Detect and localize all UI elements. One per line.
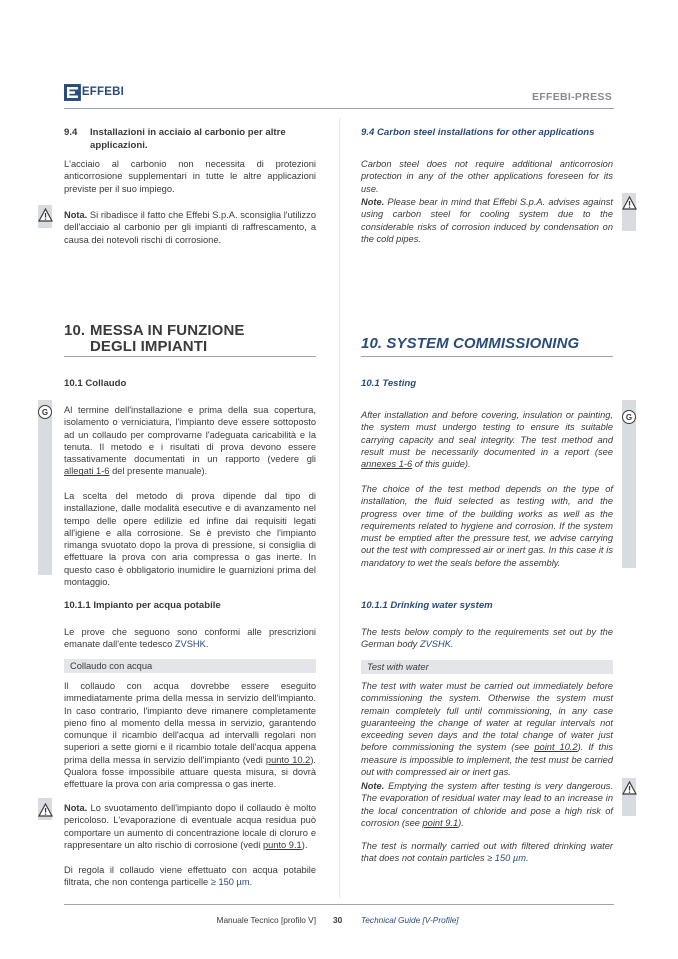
it-section-10-heading bbox=[64, 323, 316, 355]
text: The tests below comply to the requirements set out by the German body bbox=[361, 627, 613, 650]
warning-icon bbox=[621, 196, 637, 210]
it-9-4-note bbox=[64, 209, 316, 246]
warning-icon bbox=[37, 208, 53, 222]
text: of this guide). bbox=[412, 459, 471, 470]
en-9-4-paragraph: Carbon steel does not require additional anticorrosion protection in any of the other applications foreseen for its use. bbox=[361, 159, 613, 194]
it-10-1-1-paragraph-3 bbox=[64, 864, 316, 889]
text: del presente manuale). bbox=[109, 466, 208, 477]
effebi-logo-icon bbox=[64, 84, 81, 101]
en-10-1-1-note bbox=[361, 780, 613, 829]
annex-link[interactable]: annexes 1-6 bbox=[361, 459, 413, 470]
effebi-logo bbox=[64, 83, 124, 101]
page-number: 30 bbox=[333, 915, 343, 925]
text: . bbox=[205, 639, 209, 650]
it-10-1-1-paragraph-2 bbox=[64, 680, 316, 791]
text: The test is normally carried out with filtered drinking water that does not contain particles bbox=[361, 841, 613, 864]
en-9-4-note bbox=[361, 196, 613, 245]
en-10-1-paragraph-1 bbox=[361, 409, 613, 470]
brand-name: EFFEBI-PRESS bbox=[531, 91, 612, 103]
it-section-9-4-heading bbox=[64, 127, 316, 152]
it-10-1-paragraph-1 bbox=[64, 404, 316, 478]
note-text: Please bear in mind that Effebi S.p.A. advises against using carbon steel for cooling system due to the considerable risks of corrosion induced by condensation on the cold pipes. bbox=[361, 197, 613, 244]
text: ). bbox=[301, 839, 308, 850]
text: ). If this measure is impossible to implement, the test must be carried out with compressed air or inert gas. bbox=[361, 742, 613, 778]
point-9-1-link[interactable]: point 9.1 bbox=[422, 817, 459, 828]
g-marker bbox=[37, 405, 53, 419]
g-marker-circle: G bbox=[622, 410, 636, 424]
en-10-1-1-paragraph-2 bbox=[361, 680, 613, 778]
text: The test with water must be carried out immediately before commissioning the system. Otherwise the system must remain completely full until commissioning, in any case guaranteeing the change of water at regular intervals not exceeding seven days and the total change of water just before commissioning the system (see bbox=[361, 681, 613, 753]
en-10-1-1-paragraph-3 bbox=[361, 840, 613, 865]
note-label: Nota. bbox=[64, 803, 88, 813]
footer-right-text: Technical Guide [V-Profile] bbox=[361, 915, 459, 925]
note-text: Si ribadisce il fatto che Effebi S.p.A. sconsiglia l'utilizzo dell'acciaio al carbonio per gli impianti di raffrescamento, a causa dei notevoli rischi di corrosione. bbox=[64, 210, 316, 245]
en-section-9-4-title: 9.4 Carbon steel installations for other applications bbox=[361, 127, 595, 138]
en-section-10-1-1-title: 10.1.1 Drinking water system bbox=[361, 600, 493, 611]
text: Le prove che seguono sono conformi alle prescrizioni emanate dall'ente tedesco bbox=[64, 627, 316, 650]
text: . bbox=[526, 853, 529, 864]
footer-divider bbox=[64, 904, 614, 905]
it-section-10-1-1-title: 10.1.1 Impianto per acqua potabile bbox=[64, 600, 221, 611]
en-chapter-underline bbox=[361, 356, 613, 357]
it-section-number: 9.4 bbox=[64, 127, 78, 138]
header-divider bbox=[64, 108, 614, 109]
en-10-1-1-paragraph-1 bbox=[361, 626, 613, 651]
text: Al termine dell'installazione e prima della sua copertura, isolamento o verniciatura, l'impianto deve essere sottoposto ad un collaudo per comprovarne l'adeguata caricabilità e la tenuta. Il metodo e i risultati di prova devono essere tassativamente documentati in un rapporto (vedere gli bbox=[64, 405, 316, 465]
it-g-sidebar bbox=[38, 400, 52, 575]
warning-icon bbox=[37, 803, 53, 817]
text: . bbox=[249, 877, 253, 888]
it-10-1-1-paragraph-1 bbox=[64, 626, 316, 651]
zvshk-link[interactable]: ZVSHK bbox=[419, 639, 451, 650]
g-marker bbox=[621, 410, 637, 424]
zvshk-link[interactable]: ZVSHK bbox=[174, 639, 206, 650]
note-label: Note. bbox=[361, 781, 385, 791]
particle-size: ≥ 150 µm bbox=[487, 853, 526, 864]
it-10-1-1-note bbox=[64, 802, 316, 851]
warning-icon bbox=[621, 781, 637, 795]
note-label: Nota. bbox=[64, 210, 88, 220]
text: After installation and before covering, insulation or painting, the system must undergo testing to ensure its suitable carrying capacity and seal integrity. The test method and result must be necessarily documented in a report (see bbox=[361, 410, 613, 457]
annex-link[interactable]: allegati 1-6 bbox=[64, 466, 110, 477]
it-9-4-paragraph: L'acciaio al carbonio non necessita di protezioni anticorrosione supplementari in tutte le altre applicazioni previste per il suo impiego. bbox=[64, 159, 316, 194]
footer-left-text: Manuale Tecnico [profilo V] bbox=[216, 915, 316, 925]
it-chapter-title: MESSA IN FUNZIONE DEGLI IMPIANTI bbox=[90, 322, 245, 355]
en-test-with-water-box: Test with water bbox=[361, 660, 613, 674]
en-section-10-1-title: 10.1 Testing bbox=[361, 378, 417, 389]
point-10-2-link[interactable]: punto 10.2 bbox=[265, 754, 311, 765]
it-test-with-water-box: Collaudo con acqua bbox=[64, 659, 316, 673]
column-divider bbox=[339, 118, 340, 898]
en-chapter-title: 10. SYSTEM COMMISSIONING bbox=[361, 335, 580, 352]
text: ). Qualora fosse impossibile attuare questa misura, si dovrà effettuare la prova con aria compressa o gas inerte. bbox=[64, 754, 317, 790]
it-section-10-1-title: 10.1 Collaudo bbox=[64, 378, 127, 389]
text: Il collaudo con acqua dovrebbe essere eseguito immediatamente prima della messa in servizio dell'impianto. In caso contrario, l'impianto deve rimanere completamente pieno fino al momento della messa in servizio, garantendo comunque il ricambio dell'acqua ad intervalli regolari non superiori a sette giorni e il ricambio totale dell'acqua appena prima della messa in servizio dell'impianto (vedi bbox=[64, 681, 316, 765]
g-marker-circle: G bbox=[38, 405, 52, 419]
it-chapter-number: 10. bbox=[64, 322, 86, 339]
it-chapter-underline bbox=[64, 356, 316, 357]
point-9-1-link[interactable]: punto 9.1 bbox=[262, 839, 302, 850]
point-10-2-link[interactable]: point 10.2 bbox=[534, 742, 578, 753]
logo-text: EFFEBI bbox=[81, 86, 124, 98]
en-g-sidebar bbox=[622, 400, 636, 568]
en-10-1-paragraph-2: The choice of the test method depends on the type of installation, the fluid selected as testing with, and the progress over time of the building works as well as the requirements related to hygiene and corrosion. If the system must be emptied after the pressure test, we advise carrying out the test with compressed air or inert gas. In this case it is mandatory to wet the seals before the assembly. bbox=[361, 484, 613, 568]
it-section-title: Installazioni in acciaio al carbonio per altre applicazioni. bbox=[90, 127, 286, 151]
text: Di regola il collaudo viene effettuato con acqua potabile filtrata, che non contenga particelle bbox=[64, 865, 316, 888]
it-10-1-paragraph-2: La scelta del metodo di prova dipende dal tipo di installazione, dalle modalità esecutive e di avanzamento nel tempo delle opere edilizie ed infine dai requisiti legati all'igiene e alla corrosione. Se è previsto che l'impianto rimanga svuotato dopo la prova di pressione, si consiglia di effettuare la prova con aria compressa o gas inerte. In questo caso è obbligatorio inumidire le guarnizioni prima del montaggio. bbox=[64, 491, 316, 588]
text: Lo svuotamento dell'impianto dopo il collaudo è molto pericoloso. L'evaporazione di eventuale acqua residua può comportare un aumento di concentrazione locale di cloruro e rappresentare un alto rischio di corrosione (vedi bbox=[64, 803, 316, 850]
note-label: Note. bbox=[361, 197, 385, 207]
text: . bbox=[450, 639, 454, 650]
text: ). bbox=[458, 817, 464, 828]
particle-size: ≥ 150 µm bbox=[210, 877, 250, 888]
text: Emptying the system after testing is very dangerous. The evaporation of residual water may lead to an increase in the local concentration of chloride and pose a high risk of corrosion (see bbox=[361, 781, 613, 828]
